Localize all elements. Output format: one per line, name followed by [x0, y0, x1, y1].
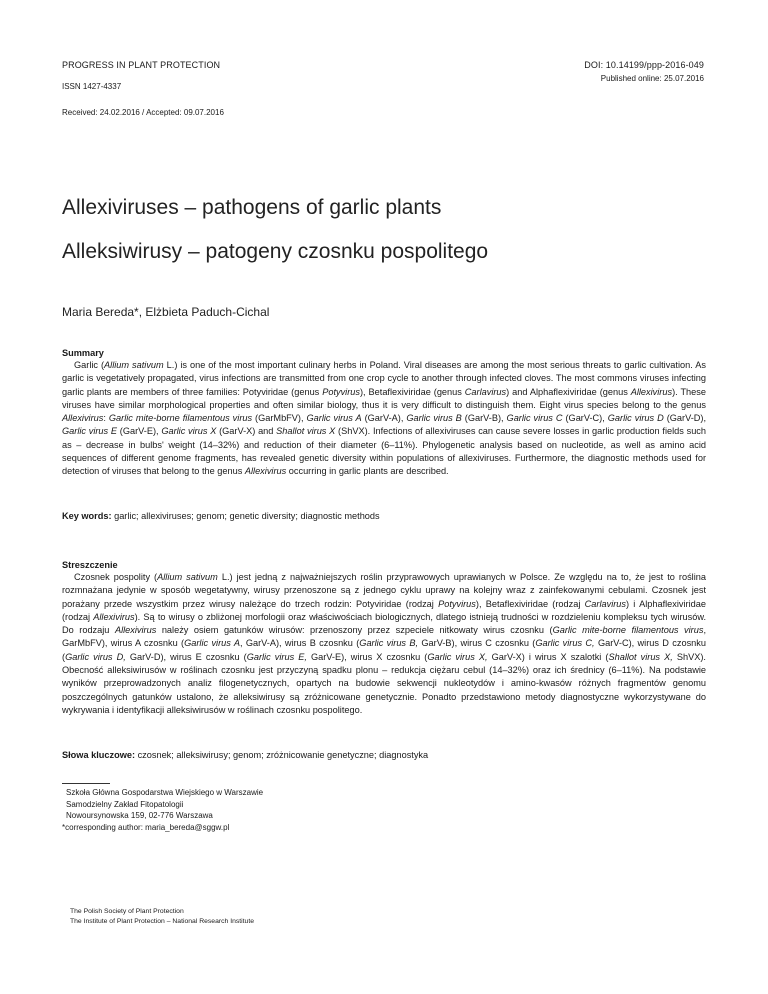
- streszczenie-heading: Streszczenie: [62, 560, 118, 570]
- summary-heading: Summary: [62, 348, 104, 358]
- corresponding-author: *corresponding author: maria_bereda@sggw.pl: [62, 822, 230, 832]
- streszczenie-text: Czosnek pospolity (Allium sativum L.) jest jedną z najważniejszych roślin przyprawowych uprawianych w Polsce. Ze względu na to, że jest to roślina rozmnażana jedynie w sposób wegetatywny, wirusy przenoszone są z jednego cyklu uprawy na kolejny wraz z zainfekowanymi cebulami. Czosnek jest porażany przede wszystkim przez wirusy należące do trzech rodzin: Potyviridae (rodzaj Potyvirus), Betaflexiviridae (rodzaj Carlavirus) i Alphaflexiviridae (rodzaj Allexivirus). Są to wirusy o zbliżonej morfologii oraz właściwościach biologicznych, dlatego istnieją trudności w rozdzieleniu kompleksu tych wirusów. Do rodzaju Allexivirus należy osiem gatunków wirusów: przenoszony przez szpeciele nitkowaty wirus czosnku (Garlic mite-borne filamentous virus, GarMbFV), wirus A czosnku (Garlic virus A, GarV-A), wirus B czosnku (Garlic virus B, GarV-B), wirus C czosnku (Garlic virus C, GarV-C), wirus D czosnku (Garlic virus D, GarV-D), wirus E czosnku (Garlic virus E, GarV-E), wirus X czosnku (Garlic virus X, GarV-X) i wirus X szalotki (Shallot virus X, ShVX). Obecność alleksiwirusów w roślinach czosnku jest przyczyną spadku plonu – redukcja ciężaru cebul (14–32%) oraz ich średnicy (6–11%). Na podstawie wyników przeprowadzonych analiz filogenetycznych, opartych na budowie sekwencji nukleotydów i amino-kwasów różnych fragmentów genomu poszczególnych gatunków ustalono, że alleksiwirusy są zróżnicowane genetycznie. Ponadto przedstawiono metody diagnostyczne wykorzystywane do wykrywania i identyfikacji alleksiwirusów w roślinach czosnku pospolitego.: [62, 572, 707, 715]
- doi: DOI: 10.14199/ppp-2016-049: [584, 60, 704, 70]
- publisher-societies: [70, 907, 254, 926]
- issn: ISSN 1427-4337: [62, 82, 122, 91]
- slowa-kluczowe-label: Słowa kluczowe:: [62, 750, 136, 760]
- keywords: [62, 511, 380, 521]
- title-polish: Alleksiwirusy – patogeny czosnku pospolitego: [62, 240, 489, 263]
- affiliation-footnote: [62, 787, 263, 833]
- affiliation-line: Szkoła Główna Gospodarstwa Wiejskiego w Warszawie: [66, 788, 264, 797]
- keywords-text: garlic; allexiviruses; genom; genetic diversity; diagnostic methods: [111, 511, 380, 521]
- society-line: The Polish Society of Plant Protection: [70, 908, 184, 915]
- slowa-kluczowe-text: czosnek; alleksiwirusy; genom; zróżnicowanie genetyczne; diagnostyka: [135, 750, 429, 760]
- authors: Maria Bereda*, Elżbieta Paduch-Cichal: [62, 305, 270, 319]
- footnote-rule: [62, 783, 110, 784]
- keywords-label: Key words:: [62, 511, 112, 521]
- affiliation-line: Samodzielny Zakład Fitopatologii: [66, 799, 184, 809]
- summary-text: Garlic (Allium sativum L.) is one of the most important culinary herbs in Poland. Viral diseases are among the most serious threats to garlic cultivation. As garlic is vegetatively propagated, virus infections are transmitted from one crop cycle to another through infected cloves. The most commons viruses infecting garlic plants are members of three families: Potyviridae (genus Potyvirus), Betaflexiviridae (genus Carlavirus) and Alphaflexiviridae (genus Allexivirus). These viruses have similar morphological properties and often similar biology, thus it is very difficult to distinguish them. Eight virus species belong to the genus Allexivirus: Garlic mite-borne filamentous virus (GarMbFV), Garlic virus A (GarV-A), Garlic virus B (GarV-B), Garlic virus C (GarV-C), Garlic virus D (GarV-D), Garlic virus E (GarV-E), Garlic virus X (GarV-X) and Shallot virus X (ShVX). Infections of allexiviruses can cause severe losses in garlic production fields such as – decrease in bulbs' weight (14–32%) and reduction of their diameter (6–11%). Phylogenetic analysis based on nucleotide, as well as amino acid sequences of different genome fragments, has revealed genetic diversity within populations of allexiviruses. Furthermore, the diagnostic methods used for detection of viruses that belong to the genus Allexivirus occurring in garlic plants are described.: [62, 360, 707, 477]
- slowa-kluczowe: [62, 750, 428, 760]
- published-online-date: Published online: 25.07.2016: [600, 74, 704, 83]
- affiliation-line: Nowoursynowska 159, 02-776 Warszawa: [66, 811, 213, 820]
- title-english: Allexiviruses – pathogens of garlic plants: [62, 196, 442, 219]
- received-accepted-dates: Received: 24.02.2016 / Accepted: 09.07.2016: [62, 108, 224, 117]
- society-line: The Institute of Plant Protection – National Research Institute: [70, 917, 254, 925]
- journal-name: PROGRESS IN PLANT PROTECTION: [62, 60, 221, 70]
